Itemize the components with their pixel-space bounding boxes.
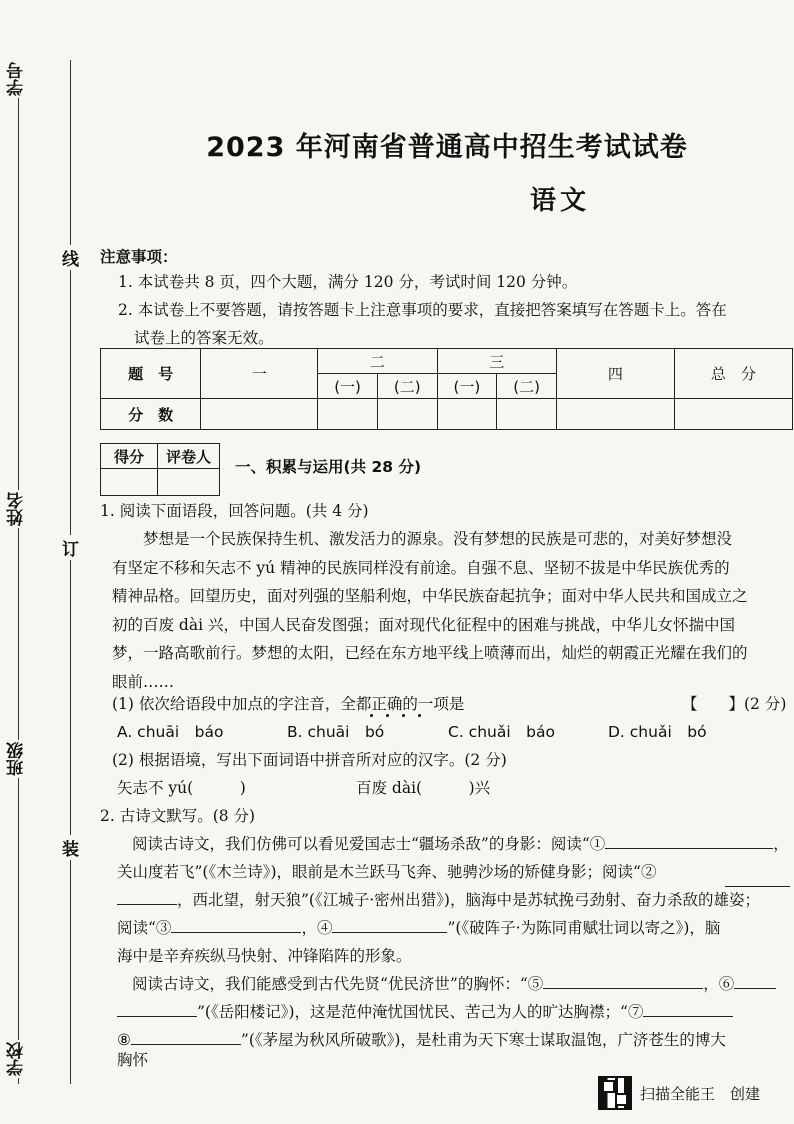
q1-passage-line: 梦，一路高歌前行。梦想的太阳，已经在东方地平线上喷薄而出，灿烂的朝霞正光耀在我们的 (112, 644, 748, 662)
q2-p1-line5: 海中是辛弃疾纵马快射、冲锋陷阵的形象。 (117, 947, 412, 965)
binding-school-label: 学校 (4, 1040, 29, 1078)
q1-sub1: (1) 依次给语段中加点的字注音，全都正确的一项是 (112, 695, 465, 713)
q1-passage-line: 梦想是一个民族保持生机、激发活力的源泉。没有梦想的民族是可悲的，对美好梦想没 (143, 530, 733, 548)
binding-margin (0, 0, 95, 1124)
notice-item-2a: 2. 本试卷上不要答题，请按答题卡上注意事项的要求，直接把答案填写在答题卡上。答在 (118, 301, 727, 319)
binding-name-label: 姓名 (4, 490, 29, 528)
q2-p2-line3 (117, 1026, 726, 1054)
score-table-section-1: 一 (201, 349, 318, 399)
grader-name-label: 评卷人 (158, 444, 220, 469)
q1-passage-line: 初的百废 dài 兴，中国人民奋发图强；面对现代化征程中的困难与挑战，中华儿女怀揣中国 (112, 615, 735, 634)
answer-blank-6a (734, 974, 776, 989)
q1-word-1: 矢志不 yú( ) (117, 779, 246, 797)
answer-blank-5 (543, 974, 703, 989)
binding-exam-no-label: 学号 (4, 60, 29, 98)
score-table-header-label: 题 号 (101, 349, 201, 399)
score-cell-4 (556, 399, 674, 430)
q1-option-b: B. chuāi bó (287, 723, 385, 741)
scanner-watermark (598, 1076, 760, 1110)
scanner-watermark-text: 扫描全能王 创建 (640, 1084, 761, 1103)
q2-p1-line3 (117, 886, 760, 914)
q2-p1-line1 (132, 830, 789, 858)
q2-text: ⑧ (117, 1031, 131, 1049)
notice-item-2b: 试卷上的答案无效。 (134, 329, 274, 347)
q1-passage-line: 有坚定不移和矢志不 yú 精神的民族同样没有前途。自强不息、坚韧不拔是中华民族优秀的 (112, 558, 730, 577)
q2-text: ，西北望，射天狼”(《江城子·密州出猎》)，脑海中是苏轼挽弓劲射、奋力杀敌的雄姿； (177, 891, 760, 909)
answer-blank-2b (117, 890, 177, 905)
emphasis-dot (386, 714, 389, 717)
q2-p2-line1 (132, 970, 776, 998)
q2-text: 阅读“③ (117, 919, 172, 937)
score-cell-total (674, 399, 792, 430)
score-table-sub-2-2: (二) (377, 374, 437, 399)
binding-line-inner (70, 60, 71, 1084)
score-cell-3-2 (497, 399, 557, 430)
emphasis-dot (402, 714, 405, 717)
emphasis-dot (370, 714, 373, 717)
binding-line-mark: 线 (62, 245, 79, 270)
score-cell-1 (201, 399, 318, 430)
score-cell-2-1 (318, 399, 378, 430)
q1-passage (112, 525, 792, 696)
grader-score-cell (101, 469, 158, 496)
q2-heading: 2. 古诗文默写。(8 分) (100, 807, 256, 825)
q1-sub2: (2) 根据语境，写出下面词语中拼音所对应的汉字。(2 分) (112, 751, 507, 769)
q2-text: ，⑥ (703, 975, 735, 993)
score-table-sub-2-1: (一) (318, 374, 378, 399)
answer-blank-1 (605, 834, 773, 849)
q1-passage-line: 眼前…… (112, 672, 175, 691)
q2-p1-line4 (117, 914, 720, 942)
q1-option-a: A. chuāi báo (117, 723, 224, 741)
binding-order-mark: 订 (62, 535, 79, 560)
q2-p2-line2 (117, 998, 733, 1026)
score-table-section-4: 四 (556, 349, 674, 399)
binding-class-label: 班级 (4, 740, 29, 778)
score-cell-3-1 (437, 399, 497, 430)
q2-p1-line2: 关山度若飞”(《木兰诗》)，眼前是木兰跃马飞奔、驰骋沙场的矫健身影；阅读“② (117, 863, 657, 881)
q2-text: ”(《岳阳楼记》)，这是范仲淹忧国忧民、苦己为人的旷达胸襟；“⑦ (197, 1003, 644, 1021)
score-table-score-label: 分 数 (101, 399, 201, 430)
q1-passage-line: 精神品格。回望历史，面对列强的坚船利炮，中华民族奋起抗争；面对中华人民共和国成立之 (112, 587, 748, 605)
grader-name-cell (158, 469, 220, 496)
answer-blank-4 (332, 918, 447, 933)
grader-score-label: 得分 (101, 444, 158, 469)
q2-p2-line4: 胸怀 (117, 1051, 149, 1068)
score-table-section-3: 三 (437, 349, 556, 374)
score-table-sub-3-2: (二) (497, 374, 557, 399)
emphasis-dot (418, 714, 421, 717)
q2-text: ， (773, 835, 789, 853)
binding-bind-mark: 装 (62, 835, 79, 860)
q1-option-d: D. chuǎi bó (608, 723, 707, 741)
binding-line-outer (18, 60, 19, 1084)
section-1-heading: 一、积累与运用(共 28 分) (235, 458, 422, 476)
q1-option-c: C. chuǎi báo (448, 723, 555, 741)
answer-blank-7 (643, 1002, 733, 1017)
answer-blank-3 (171, 918, 301, 933)
exam-title: 2023 年河南省普通高中招生考试试卷 (206, 132, 688, 163)
grader-box (100, 443, 220, 496)
q2-text: ，④ (301, 919, 333, 937)
score-cell-2-2 (377, 399, 437, 430)
q1-sub1-answer-bracket: 【 】(2 分) (682, 695, 787, 713)
qr-code-icon (598, 1076, 632, 1110)
q1-word-2: 百废 dài( )兴 (356, 779, 491, 797)
notice-item-1: 1. 本试卷共 8 页，四个大题，满分 120 分，考试时间 120 分钟。 (118, 273, 578, 291)
answer-blank-8 (131, 1030, 241, 1045)
score-table (100, 348, 793, 430)
q2-text: 阅读古诗文，我们仿佛可以看见爱国志士“疆场杀敌”的身影：阅读“① (132, 835, 606, 853)
q1-heading: 1. 阅读下面语段，回答问题。(共 4 分) (100, 502, 369, 520)
q2-text: ”(《茅屋为秋风所破歌》)，是杜甫为天下寒士谋取温饱，广济苍生的博大 (240, 1031, 726, 1049)
score-table-total: 总 分 (674, 349, 792, 399)
exam-subject: 语文 (530, 186, 591, 216)
q2-text: ”(《破阵子·为陈同甫赋壮词以寄之》)，脑 (447, 919, 721, 937)
score-table-section-2: 二 (318, 349, 437, 374)
notice-heading: 注意事项： (100, 248, 178, 266)
q2-text: 阅读古诗文，我们能感受到古代先贤“优民济世”的胸怀：“⑤ (132, 975, 544, 993)
answer-blank-6b (117, 1002, 197, 1017)
score-table-sub-3-1: (一) (437, 374, 497, 399)
answer-blank-2a (725, 872, 790, 887)
